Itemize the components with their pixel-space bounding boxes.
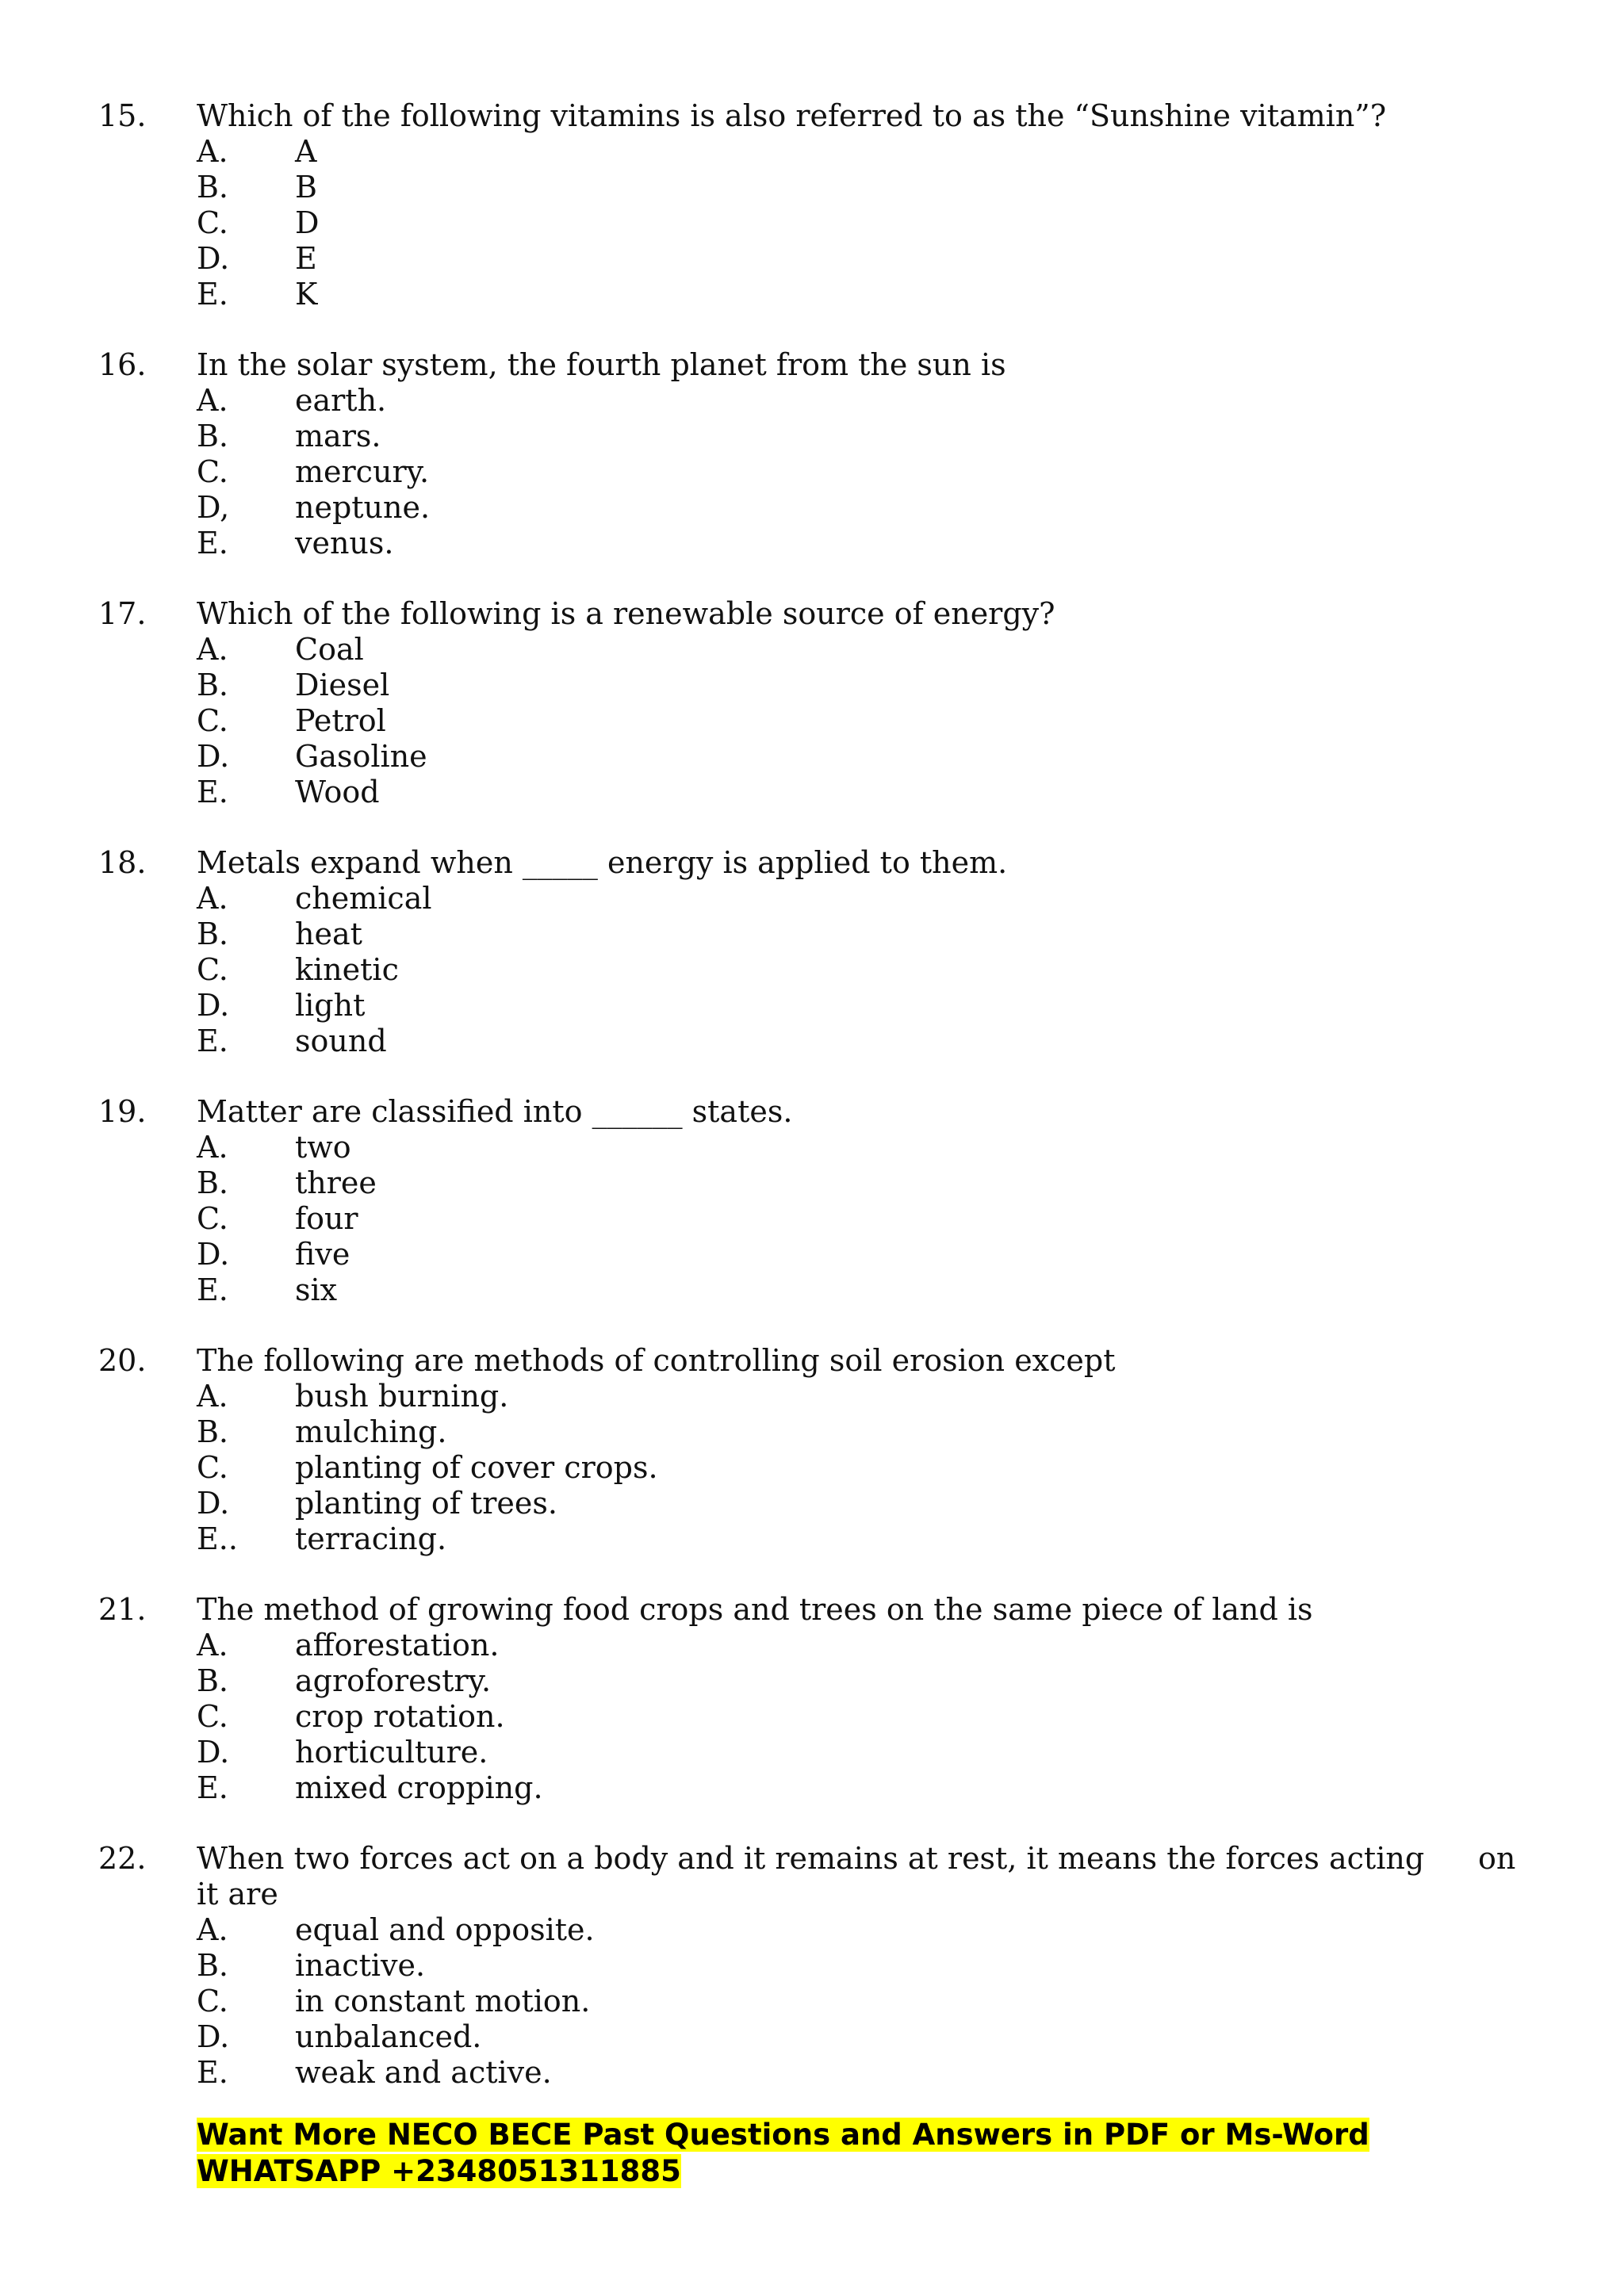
option-text: mars.	[295, 419, 381, 453]
option-label: E.	[197, 526, 228, 561]
option-text: four	[295, 1201, 358, 1236]
option-e	[0, 277, 1624, 312]
option-label: B.	[197, 1948, 229, 1983]
option-a	[0, 134, 1624, 170]
option-label: D,	[197, 490, 230, 525]
option-text: Wood	[295, 775, 380, 809]
option-text: equal and opposite.	[295, 1912, 595, 1947]
option-label: D.	[197, 1486, 230, 1521]
question-text: The following are methods of controlling soil erosion except	[197, 1343, 1116, 1378]
promo-banner	[197, 2117, 1369, 2190]
option-label: B.	[197, 1414, 229, 1449]
option-text: light	[295, 988, 366, 1023]
option-text: B	[295, 170, 317, 205]
option-a	[0, 1130, 1624, 1165]
option-d	[0, 1237, 1624, 1272]
option-label: A.	[197, 383, 228, 418]
option-c	[0, 454, 1624, 490]
question-text: Which of the following is a renewable source of energy?	[197, 596, 1055, 631]
option-text: six	[295, 1272, 338, 1307]
option-label: C.	[197, 1201, 228, 1236]
option-e	[0, 1272, 1624, 1308]
option-b	[0, 1165, 1624, 1201]
option-text: venus.	[295, 526, 394, 561]
option-a	[0, 383, 1624, 419]
option-label: A.	[197, 1379, 228, 1414]
option-text: crop rotation.	[295, 1699, 505, 1734]
option-label: C.	[197, 703, 228, 738]
option-b	[0, 916, 1624, 952]
option-text: planting of trees.	[295, 1486, 557, 1521]
option-c	[0, 1201, 1624, 1237]
option-a	[0, 632, 1624, 668]
option-e	[0, 526, 1624, 561]
option-text: unbalanced.	[295, 2019, 482, 2054]
option-text: agroforestry.	[295, 1663, 492, 1698]
option-b	[0, 1948, 1624, 1984]
option-text: planting of cover crops.	[295, 1450, 658, 1485]
question-text-line2: it are	[197, 1877, 278, 1911]
option-text: terracing.	[295, 1521, 447, 1556]
question-number: 17.	[98, 596, 147, 631]
option-text: heat	[295, 916, 362, 951]
option-e	[0, 775, 1624, 810]
option-label: B.	[197, 170, 229, 205]
option-text: E	[295, 241, 317, 276]
option-d	[0, 2019, 1624, 2055]
option-d	[0, 1735, 1624, 1770]
option-text: Diesel	[295, 668, 390, 702]
option-text: A	[295, 134, 317, 169]
question-number: 18.	[98, 845, 147, 880]
option-label: D.	[197, 1237, 230, 1272]
option-b	[0, 1663, 1624, 1699]
option-text: D	[295, 205, 320, 240]
option-e	[0, 1024, 1624, 1059]
option-c	[0, 1699, 1624, 1735]
promo-line-2	[197, 2153, 1369, 2190]
option-text: afforestation.	[295, 1628, 500, 1663]
question-number: 20.	[98, 1343, 147, 1378]
question-number: 21.	[98, 1592, 147, 1627]
option-label: A.	[197, 1130, 228, 1165]
question-text: In the solar system, the fourth planet from the sun is	[197, 347, 1006, 382]
question-text: Matter are classified into ______ states.	[197, 1094, 793, 1129]
option-text: earth.	[295, 383, 387, 418]
option-b	[0, 668, 1624, 703]
option-label: E.	[197, 775, 228, 809]
option-label: B.	[197, 1663, 229, 1698]
option-label: E.	[197, 2055, 228, 2090]
option-label: E..	[197, 1521, 238, 1556]
option-label: D.	[197, 739, 230, 774]
option-label: C.	[197, 1699, 228, 1734]
question-number: 16.	[98, 347, 147, 382]
option-a	[0, 1912, 1624, 1948]
option-c	[0, 1450, 1624, 1486]
option-text: weak and active.	[295, 2055, 552, 2090]
option-text: three	[295, 1165, 377, 1200]
option-text: two	[295, 1130, 351, 1165]
option-a	[0, 1628, 1624, 1663]
option-label: B.	[197, 668, 229, 702]
option-label: D.	[197, 988, 230, 1023]
option-label: C.	[197, 454, 228, 489]
option-text: mercury.	[295, 454, 430, 489]
option-text: in constant motion.	[295, 1984, 591, 2019]
option-c	[0, 205, 1624, 241]
option-label: C.	[197, 952, 228, 987]
option-c	[0, 952, 1624, 988]
option-label: A.	[197, 632, 228, 667]
option-b	[0, 1414, 1624, 1450]
option-text: horticulture.	[295, 1735, 488, 1770]
option-d	[0, 1486, 1624, 1521]
option-label: E.	[197, 1770, 228, 1805]
question-text: Which of the following vitamins is also referred to as the “Sunshine vitamin”?	[197, 98, 1387, 133]
question-text: Metals expand when _____ energy is applied to them.	[197, 845, 1008, 880]
option-text: Gasoline	[295, 739, 427, 774]
option-d	[0, 988, 1624, 1024]
option-text: kinetic	[295, 952, 399, 987]
question-text: The method of growing food crops and trees on the same piece of land is	[197, 1592, 1313, 1627]
option-label: C.	[197, 205, 228, 240]
option-e	[0, 1770, 1624, 1806]
option-label: E.	[197, 1024, 228, 1058]
option-label: B.	[197, 916, 229, 951]
option-label: C.	[197, 1984, 228, 2019]
question-text: When two forces act on a body and it remains at rest, it means the forces acting	[197, 1841, 1425, 1876]
option-label: C.	[197, 1450, 228, 1485]
option-text: chemical	[295, 881, 432, 916]
promo-line-1	[197, 2117, 1369, 2153]
option-b	[0, 419, 1624, 454]
option-text: mulching.	[295, 1414, 447, 1449]
option-label: B.	[197, 1165, 229, 1200]
option-text: bush burning.	[295, 1379, 509, 1414]
option-label: B.	[197, 419, 229, 453]
option-a	[0, 1379, 1624, 1414]
option-e	[0, 1521, 1624, 1557]
option-d	[0, 241, 1624, 277]
option-label: A.	[197, 1912, 228, 1947]
option-text: inactive.	[295, 1948, 426, 1983]
promo-whatsapp-link[interactable]: WHATSAPP +2348051311885	[197, 2154, 681, 2188]
option-c	[0, 1984, 1624, 2019]
question-number: 19.	[98, 1094, 147, 1129]
option-label: A.	[197, 134, 228, 169]
question-text-continuation: on	[1478, 1841, 1516, 1876]
promo-text-1: Want More NECO BECE Past Questions and Answers in PDF or Ms-Word	[197, 2118, 1369, 2152]
option-text: five	[295, 1237, 350, 1272]
option-text: Petrol	[295, 703, 386, 738]
option-label: D.	[197, 1735, 230, 1770]
option-d	[0, 739, 1624, 775]
option-c	[0, 703, 1624, 739]
option-text: sound	[295, 1024, 387, 1058]
option-text: neptune.	[295, 490, 431, 525]
option-text: K	[295, 277, 318, 312]
option-b	[0, 170, 1624, 205]
option-label: D.	[197, 241, 230, 276]
option-d	[0, 490, 1624, 526]
question-number: 22.	[98, 1841, 147, 1876]
option-label: E.	[197, 277, 228, 312]
option-label: E.	[197, 1272, 228, 1307]
option-label: D.	[197, 2019, 230, 2054]
option-text: mixed cropping.	[295, 1770, 543, 1805]
option-label: A.	[197, 1628, 228, 1663]
option-text: Coal	[295, 632, 364, 667]
option-a	[0, 881, 1624, 916]
question-number: 15.	[98, 98, 147, 133]
option-e	[0, 2055, 1624, 2091]
option-label: A.	[197, 881, 228, 916]
